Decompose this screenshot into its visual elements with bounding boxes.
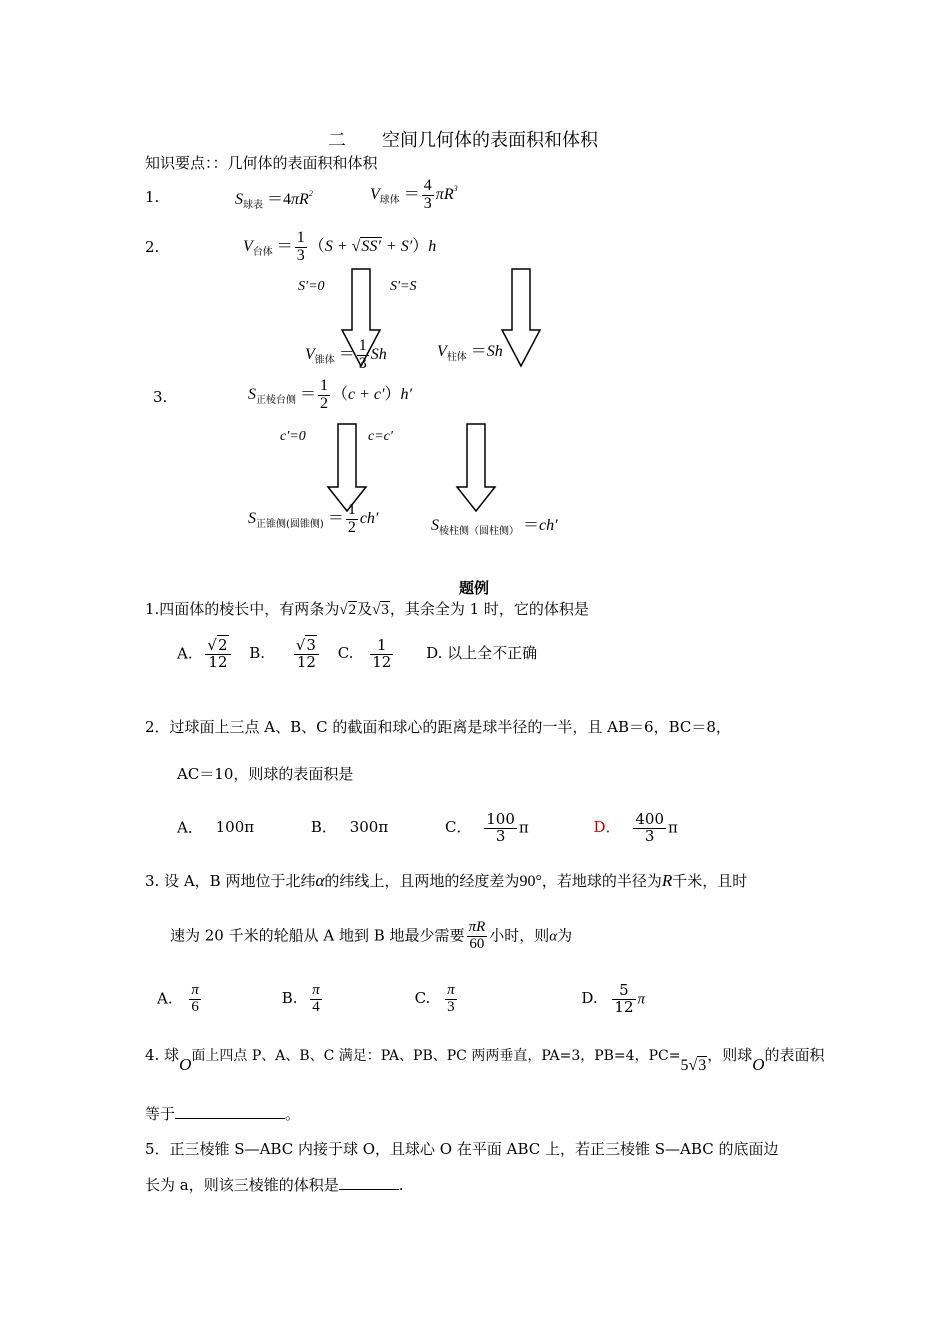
question-4-line1: 4. 球O面上四点 P、A、B、C 满足：PA、PB、PC 两两垂直，PA=3，PB=4，PC=5√3，则球O的表面积 <box>145 1046 825 1074</box>
question-2-options: A． 100π B． 300π C． $\frac{100}{3}$ π D． $\frac{400}{3}$ π <box>177 810 678 845</box>
condition-s-equal: S′=S <box>390 279 417 294</box>
question-4-line2: 等于 。 <box>145 1105 301 1123</box>
condition-c-zero: c′=0 <box>280 429 306 444</box>
down-arrow-icon <box>500 268 542 368</box>
answer-blank[interactable] <box>175 1118 285 1119</box>
question-2-line2: AC＝10，则球的表面积是 <box>177 765 354 783</box>
cone-volume-formula: $V_{锥体}$ ＝ $\frac{1}{3}$ Sh <box>305 337 387 372</box>
formula-number-2: 2. <box>145 238 160 256</box>
knowledge-header: 知识要点：：几何体的表面积和体积 <box>145 154 378 172</box>
formula-number-3: 3. <box>153 388 168 406</box>
pyramid-lateral-formula: $S_{正锥侧(圆锥侧)}$ ＝ $\frac{1}{2}$ ch′ <box>248 501 379 536</box>
prism-lateral-formula: $S_{棱柱侧(圆柱侧)} =ch'$ <box>431 517 558 537</box>
question-5-line1: 5．正三棱锥 S—ABC 内接于球 O，且球心 O 在平面 ABC 上，若正三棱锥 S—ABC 的底面边 <box>145 1140 779 1158</box>
question-3-line1: 3. 设 A，B 两地位于北纬α的纬线上，且两地的经度差为90°，若地球的半径为R千米，且时 <box>145 871 748 890</box>
option-d-label: D. 以上全不正确 <box>426 644 538 663</box>
question-2-line1: 2．过球面上三点 A、B、C 的截面和球心的距离是球半径的一半，且 AB＝6，BC＝8， <box>145 718 731 736</box>
frustum-lateral-formula: $S_{正棱台侧}$ ＝ $\frac{1}{2}$ （c + c′）h′ <box>248 377 413 412</box>
question-5-line2: 长为 a，则该三棱锥的体积是 . <box>145 1176 404 1194</box>
condition-c-equal: c=c′ <box>368 429 393 444</box>
question-1-options: A. $\frac{√2}{12}$ B. $\frac{√3}{12}$ C. $\frac{1}{12}$ D. 以上全不正确 <box>177 636 538 671</box>
condition-s-zero: S′=0 <box>298 279 325 294</box>
prism-volume-formula: $V_{柱体} =Sh$ <box>437 343 503 363</box>
answer-blank[interactable] <box>339 1189 399 1190</box>
formula-number-1: 1. <box>145 188 160 206</box>
question-3-options: A. $\frac{\pi}{6}$ B. $\frac{\pi}{4}$ C. $\frac{\pi}{3}$ D. $\frac{5}{12}$ π <box>157 981 646 1016</box>
examples-heading: 题例 <box>459 580 490 597</box>
sphere-surface-formula: $S_{球表} =4\pi R^2$ <box>235 189 313 211</box>
question-3-line2: 速为 20 千米的轮船从 A 地到 B 地最少需要 $\frac{\pi R}{60}$ 小时，则α为 <box>170 919 573 952</box>
frustum-volume-formula: $V_{台体}$ ＝ $\frac{1}{3}$ （S + √SS′ + S′）h <box>243 229 437 264</box>
sphere-volume-formula: $V_{球体}$ ＝ $\frac{4}{3}$ $\pi R^3$ <box>370 177 458 212</box>
option-b-label: B. <box>249 644 266 663</box>
down-arrow-icon <box>326 423 368 513</box>
option-c-label: C. <box>337 644 354 663</box>
question-1-stem: 1.四面体的棱长中，有两条为√2及√3，其余全为 1 时，它的体积是 <box>145 600 589 618</box>
page-title: 二 空间几何体的表面积和体积 <box>328 130 598 151</box>
down-arrow-icon <box>455 423 497 513</box>
option-a-label: A. <box>177 644 193 663</box>
